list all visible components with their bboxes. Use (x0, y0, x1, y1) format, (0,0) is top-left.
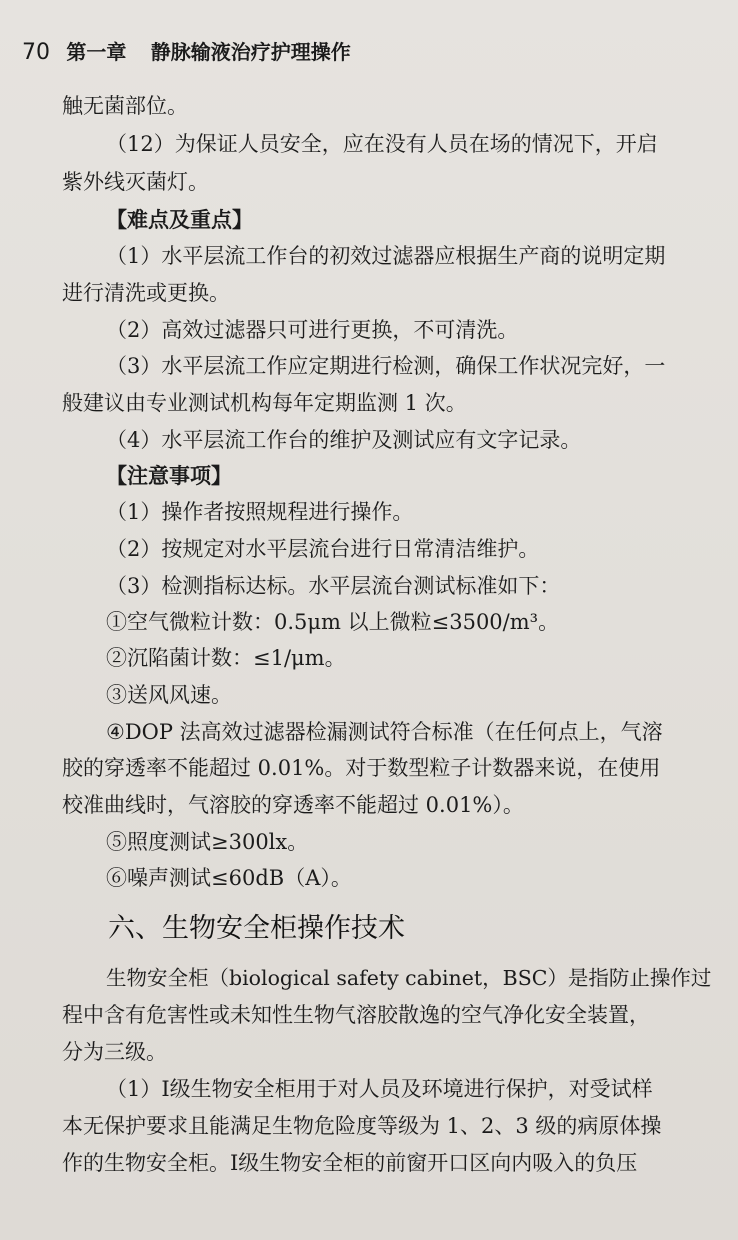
paragraph-line: 触无菌部位。 (62, 94, 188, 118)
standard-item-1-line: ①空气微粒计数：0.5μm 以上微粒≤3500/m³。 (106, 610, 560, 634)
chapter-label: 第一章 (66, 40, 127, 64)
note-item-2-line: （2）按规定对水平层流台进行日常清洁维护。 (106, 537, 540, 561)
list-item-2-line: （2）高效过滤器只可进行更换，不可清洗。 (106, 318, 519, 342)
list-item-3-line: （3）水平层流工作应定期进行检测，确保工作状况完好，一 (106, 354, 666, 378)
paragraph-line: 胶的穿透率不能超过 0.01%。对于数型粒子计数器来说，在使用 (62, 756, 661, 780)
paragraph-line: 本无保护要求且能满足生物危险度等级为 1、2、3 级的病原体操 (62, 1114, 662, 1138)
running-head (22, 36, 351, 65)
paragraph-line: 进行清洗或更换。 (62, 281, 230, 305)
paragraph-line: 紫外线灭菌灯。 (62, 170, 209, 194)
paragraph-line: 作的生物安全柜。Ⅰ级生物安全柜的前窗开口区向内吸入的负压 (62, 1151, 638, 1175)
list-item-1-line: （1）水平层流工作台的初效过滤器应根据生产商的说明定期 (106, 244, 666, 268)
paragraph-line: 分为三级。 (62, 1040, 167, 1064)
standard-item-4-line: ④DOP 法高效过滤器检漏测试符合标准（在任何点上，气溶 (106, 720, 663, 744)
paragraph-line: 般建议由专业测试机构每年定期监测 1 次。 (62, 391, 467, 415)
note-item-3-line: （3）检测指标达标。水平层流台测试标准如下： (106, 574, 561, 598)
standard-item-2-line: ②沉陷菌计数：≤1/μm。 (106, 646, 346, 670)
paragraph-line: 校准曲线时，气溶胶的穿透率不能超过 0.01%）。 (62, 793, 524, 817)
section-heading: 六、生物安全柜操作技术 (108, 913, 405, 944)
note-item-1-line: （1）操作者按照规程进行操作。 (106, 500, 414, 524)
paragraph-line: 程中含有危害性或未知性生物气溶胶散逸的空气净化安全装置， (62, 1003, 650, 1027)
standard-item-5-line: ⑤照度测试≥300lx。 (106, 830, 309, 854)
page-number: 70 (22, 40, 50, 65)
chapter-title: 静脉输液治疗护理操作 (150, 40, 351, 64)
paragraph-line: 生物安全柜（biological safety cabinet，BSC）是指防止操作过 (106, 966, 712, 990)
list-item-1-line: （1）Ⅰ级生物安全柜用于对人员及环境进行保护，对受试样 (106, 1077, 653, 1101)
subheading-notes: 【注意事项】 (106, 464, 232, 488)
standard-item-3-line: ③送风风速。 (106, 683, 232, 707)
subheading-difficulties: 【难点及重点】 (106, 208, 253, 232)
list-item-12-line: （12）为保证人员安全，应在没有人员在场的情况下，开启 (106, 132, 658, 156)
list-item-4-line: （4）水平层流工作台的维护及测试应有文字记录。 (106, 428, 582, 452)
standard-item-6-line: ⑥噪声测试≤60dB（A）。 (106, 866, 352, 890)
